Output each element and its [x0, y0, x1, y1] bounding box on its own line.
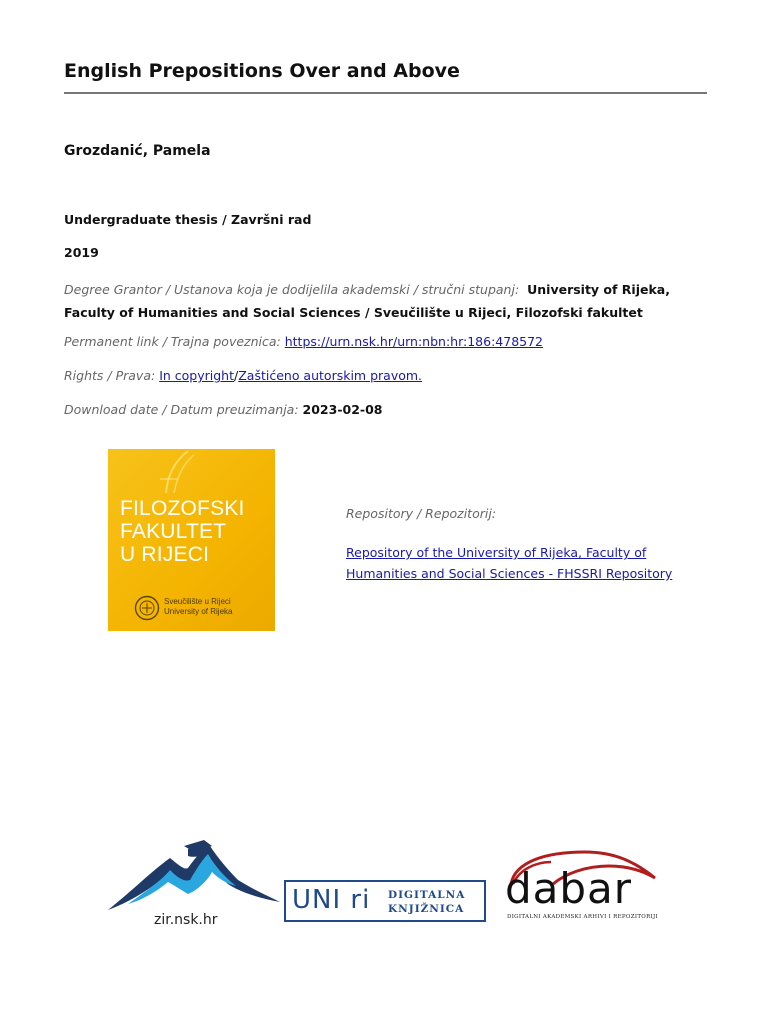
faculty-logo [108, 449, 275, 631]
download-date-value: 2023-02-08 [302, 402, 383, 417]
rights-link-copyright[interactable]: In copyright [159, 368, 234, 383]
rights-label: Rights / Prava: [64, 368, 156, 383]
uniri-subtitle-line1: DIGITALNA [388, 889, 466, 901]
dabar-subtitle: DIGITALNI AKADEMSKI ARHIVI I REPOZITORIJI [507, 914, 658, 920]
download-date-label: Download date / Datum preuzimanja: [64, 402, 299, 417]
mountain-graduation-cap-icon [108, 840, 280, 912]
document-title: English Prepositions Over and Above [64, 60, 460, 82]
faculty-logo-line3: U RIJECI [120, 543, 210, 566]
degree-grantor [64, 278, 704, 324]
university-name-hr: Sveučilište u Rijeci [164, 597, 231, 606]
faculty-logo-text [120, 497, 245, 566]
faculty-logo-line1: FILOZOFSKI [120, 497, 245, 520]
uniri-subtitle-line2: KNJIŽNICA [388, 903, 465, 915]
author-name: Grozdanić, Pamela [64, 143, 211, 159]
dabar-wordmark: dabar [505, 864, 633, 913]
permanent-link-label: Permanent link / Trajna poveznica: [64, 334, 281, 349]
university-name-en: University of Rijeka [164, 607, 233, 616]
rights-separator: / [234, 368, 239, 383]
degree-grantor-label: Degree Grantor / Ustanova koja je dodijelila akademski / stručni stupanj: [64, 282, 520, 297]
title-divider [64, 92, 707, 94]
university-seal-icon [134, 595, 160, 621]
permanent-link-url[interactable]: https://urn.nsk.hr/urn:nbn:hr:186:478572 [284, 334, 544, 349]
faculty-logo-line2: FAKULTET [120, 520, 227, 543]
degree-grantor-value: University of Rijeka, Faculty of Humanities and Social Sciences / Sveučilište u Rijeci, Filozofski fakultet [64, 282, 670, 320]
repository-link-wrap [346, 542, 686, 584]
thesis-type: Undergraduate thesis / Završni rad [64, 212, 312, 227]
uniri-wordmark: UNI ri [292, 885, 371, 915]
rights [64, 368, 422, 383]
rights-link-zasticeno[interactable]: Zaštićeno autorskim pravom. [238, 368, 423, 383]
zir-logo-text: zir.nsk.hr [154, 912, 218, 928]
university-name [164, 597, 232, 617]
permanent-link [64, 334, 543, 349]
repository-label: Repository / Repozitorij: [346, 506, 497, 521]
repository-link[interactable]: Repository of the University of Rijeka, Faculty of Humanities and Social Sciences - FHSSRI Repository [346, 545, 673, 581]
uniri-digital-library-logo [284, 880, 486, 922]
zir-logo [108, 840, 280, 928]
thesis-year: 2019 [64, 245, 99, 260]
download-date [64, 402, 383, 417]
uniri-subtitle [388, 888, 465, 916]
